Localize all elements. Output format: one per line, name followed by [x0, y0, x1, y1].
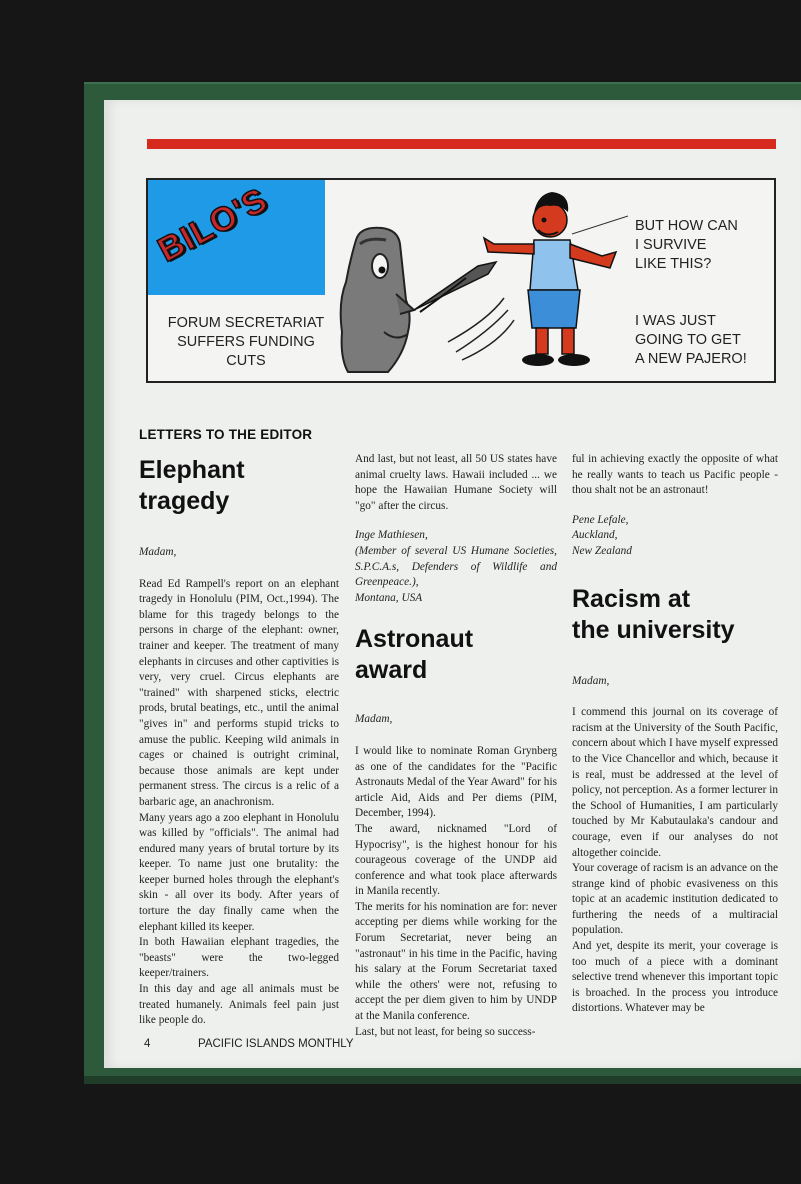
- letter3-headline-2: the university: [572, 615, 735, 644]
- letter1-paragraph-1: Read Ed Rampell's report on an elephant tragedy in Honolulu (PIM, Oct.,1994). The blame for this tragedy belongs to the persons in charge of the elephant: owner, trainer and keeper. The treatment of many elephants in circuses and other captivities is very, very cruel. Circus elephants are "trained" with sharpened sticks, electric prods, brutal beatings, etc., until the animal "gives in" and performs stupid tricks to amuse the public. Keeping wild animals in cages or chained is outright criminal, because those animals are kept under permanent stress. The circus is a relic of a barbaric age, an anachronism.: [139, 577, 339, 808]
- cartoon-illustration: [338, 182, 638, 382]
- letter3-paragraph-2: Your coverage of racism is an advance on the strange kind of phobic evasiveness on this topic at an academic institution dedicated to furthering the needs of a multiracial population.: [572, 862, 778, 937]
- letter3-paragraph-3: And yet, despite its merit, your coverage is too much of a piece with a dominant selective trend whenever this important topic is broached. In the process you introduce distortions. Whatever may be: [572, 940, 778, 1015]
- publication-name: PACIFIC ISLANDS MONTHLY: [198, 1038, 354, 1050]
- letter2-salutation: Madam,: [355, 713, 393, 726]
- letter2-signature-country: New Zealand: [572, 544, 632, 557]
- letter1-paragraph-2: Many years ago a zoo elephant in Honolulu was killed by "officials". The animal had endured many years of brutal torture by its keeper. To name just one brutality: the keeper burned holes through the elephant's skin - all over its body. After years of torture the day finally came when the elephant killed its keeper.: [139, 811, 339, 933]
- letter3-salutation: Madam,: [572, 674, 610, 687]
- letter2-headline-1: Astronaut: [355, 625, 474, 654]
- letter1-headline-1: Elephant: [139, 456, 245, 484]
- man-left-shoe: [522, 354, 554, 366]
- letter3-headline-1: Racism at: [572, 584, 691, 613]
- cut-line-3: [448, 298, 504, 342]
- cut-line-1: [456, 310, 508, 352]
- red-rule: [147, 139, 776, 149]
- column-2: [355, 452, 557, 1040]
- cartoon-logo-box: [148, 180, 325, 295]
- man-left-arm: [484, 238, 534, 254]
- letter1-salutation: Madam,: [139, 546, 177, 558]
- cartoon-logo: BILO'S: [151, 180, 274, 270]
- man-eye: [542, 218, 547, 223]
- section-label: LETTERS TO THE EDITOR: [139, 427, 313, 442]
- speech-text-1: BUT HOW CAN I SURVIVE LIKE THIS?: [635, 218, 738, 272]
- letter2-paragraph-1: I would like to nominate Roman Grynberg as one of the candidates for the "Pacific Astronauts Medal of the Year Award" for his article Aid, Aids and Per diems (PIM, December, 1994).: [355, 744, 557, 820]
- stone-pupil: [379, 267, 386, 274]
- letter2-paragraph-4-start: Last, but not least, for being so success-: [355, 1025, 536, 1038]
- man-right-shoe: [558, 354, 590, 366]
- column-1: [139, 455, 339, 1029]
- speech-bubble: [635, 198, 775, 388]
- letter2-headline-2: award: [355, 656, 428, 685]
- cartoon-caption: FORUM SECRETARIAT SUFFERS FUNDING CUTS: [167, 315, 325, 369]
- letter1-paragraph-5: And last, but not least, all 50 US states have animal cruelty laws. Hawaii included ... we hope the Hawaiian Humane Society will "go" after the circus.: [355, 453, 557, 512]
- editorial-cartoon: [146, 178, 776, 383]
- letter1-signature-place: Montana, USA: [355, 591, 423, 604]
- letter2-paragraph-4-end: ful in achieving exactly the opposite of what he really wants to teach us Pacific people - thou shalt not be an astronaut!: [572, 453, 778, 497]
- letter1-signature-name: Inge Mathiesen,: [355, 529, 428, 542]
- man-shorts: [528, 290, 580, 328]
- man-right-arm: [570, 244, 616, 268]
- letter1-paragraph-4: In this day and age all animals must be treated humanely. Animals feel pain just like people do.: [139, 983, 339, 1027]
- letter1-signature-affiliation: (Member of several US Humane Societies, S.P.C.A.s, Defenders of Wildlife and Greenpeace.),: [355, 544, 557, 589]
- letter1-paragraph-3: In both Hawaiian elephant tragedies, the "beasts" were the two-legged keeper/trainers.: [139, 936, 339, 980]
- letter1-headline-2: tragedy: [139, 487, 230, 515]
- scissors-handle: [420, 278, 466, 312]
- cover-edge: [84, 1076, 801, 1084]
- speech-text-2: I WAS JUST GOING TO GET A NEW PAJERO!: [635, 313, 747, 367]
- letter2-paragraph-3: The merits for his nomination are for: never accepting per diems while working for the Forum Secretariat, never being an "astronaut" in his time in the Pacific, having his salary at the Forum Secretariat taxed while the others' were not, refusing to accept the per diem given to him by UNDP at the Manila conference.: [355, 900, 557, 1023]
- stone-eye: [372, 254, 388, 278]
- letter2-paragraph-2: The award, nicknamed "Lord of Hypocrisy", is the highest honour for his courageous coverage of the UNDP aid conference and what took place afterwards in Manila recently.: [355, 822, 557, 898]
- speech-pointer: [572, 216, 628, 234]
- letter3-paragraph-1: I commend this journal on its coverage of racism at the University of the South Pacific, concern about which I have myself expressed to the Vice Chancellor and which, because it is real, must be addressed at the level of policy, not perception. As a former lecturer in the School of Humanities, I am particularly touched by Mr Kabutaulaka's candour and courage, even if our analyses do not altogether coincide.: [572, 706, 778, 859]
- man-right-leg: [562, 328, 574, 354]
- man-left-leg: [536, 328, 548, 354]
- column-3: [572, 452, 778, 1017]
- page-number: 4: [144, 1038, 151, 1050]
- letter2-signature-name: Pene Lefale,: [572, 513, 629, 526]
- letter2-signature-city: Auckland,: [572, 529, 618, 542]
- cut-line-2: [462, 320, 514, 360]
